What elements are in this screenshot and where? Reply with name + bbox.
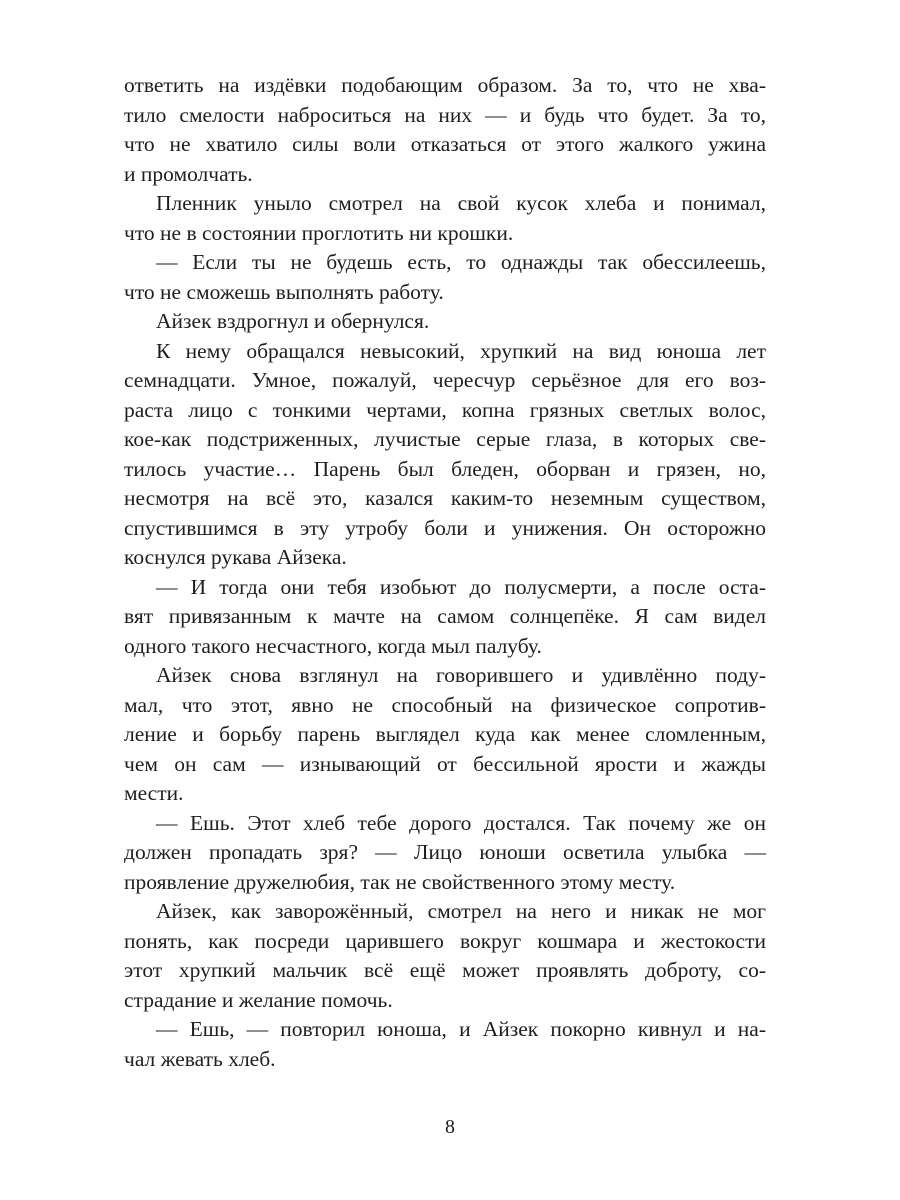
text-line: тилось участие… Парень был бледен, оборван и грязен, но, [124, 456, 766, 481]
text-line: Айзек снова взглянул на говорившего и удивлённо поду- [156, 663, 766, 687]
text-line: проявление дружелюбия, так не свойственного этому месту. [124, 869, 676, 894]
text-line: — И тогда они тебя изобьют до полусмерти, а после оста- [156, 574, 766, 599]
text-line: Пленник уныло смотрел на свой кусок хлеба и понимал, [156, 191, 766, 215]
text-line: раста лицо с тонкими чертами, копна грязных светлых волос, [124, 397, 766, 422]
text-line: что не в состоянии проглотить ни крошки. [124, 220, 514, 245]
text-line: этот хрупкий мальчик всё ещё может проявлять доброту, со- [124, 958, 766, 982]
text-line: что не хватило силы воли отказаться от этого жалкого ужина [124, 132, 766, 156]
text-line: что не сможешь выполнять работу. [124, 279, 444, 304]
text-line: К нему обращался невысокий, хрупкий на вид юноша лет [156, 338, 766, 363]
text-line: тило смелости наброситься на них — и будь что будет. За то, [124, 102, 766, 127]
text-line: ление и борьбу парень выглядел куда как менее сломленным, [124, 722, 766, 746]
page-body-text [124, 71, 766, 1074]
text-line: чал жевать хлеб. [124, 1046, 276, 1071]
text-line: — Если ты не будешь есть, то однажды так обессилеешь, [156, 250, 766, 274]
text-line: одного такого несчастного, когда мыл палубу. [124, 633, 542, 658]
text-line: спустившимся в эту утробу боли и унижения. Он осторожно [124, 515, 766, 540]
text-line: понять, как посреди царившего вокруг кошмара и жестокости [124, 928, 766, 953]
text-line: чем он сам — изнывающий от бессильной ярости и жажды [124, 751, 766, 776]
text-line: кое-как подстриженных, лучистые серые глаза, в которых све- [124, 427, 766, 451]
text-line: мал, что этот, явно не способный на физическое сопротив- [124, 692, 766, 717]
text-line: Айзек, как заворожённый, смотрел на него и никак не мог [156, 899, 766, 923]
text-line: — Ешь, — повторил юноша, и Айзек покорно кивнул и на- [156, 1017, 766, 1041]
text-line: Айзек вздрогнул и обернулся. [156, 309, 430, 333]
text-line: вят привязанным к мачте на самом солнцепёке. Я сам видел [124, 604, 766, 628]
text-line: семнадцати. Умное, пожалуй, чересчур серьёзное для его воз- [124, 368, 766, 392]
text-line: ответить на издёвки подобающим образом. За то, что не хва- [124, 73, 766, 97]
text-line: должен пропадать зря? — Лицо юноши осветила улыбка — [124, 840, 766, 864]
text-line: — Ешь. Этот хлеб тебе дорого достался. Так почему же он [156, 810, 766, 835]
text-line: несмотря на всё это, казался каким-то неземным существом, [124, 486, 766, 510]
text-line: и промолчать. [124, 161, 253, 186]
text-line: мести. [124, 781, 184, 805]
page-number: 8 [445, 1116, 455, 1138]
text-line: страдание и желание помочь. [124, 987, 393, 1012]
text-line: коснулся рукава Айзека. [124, 545, 347, 569]
